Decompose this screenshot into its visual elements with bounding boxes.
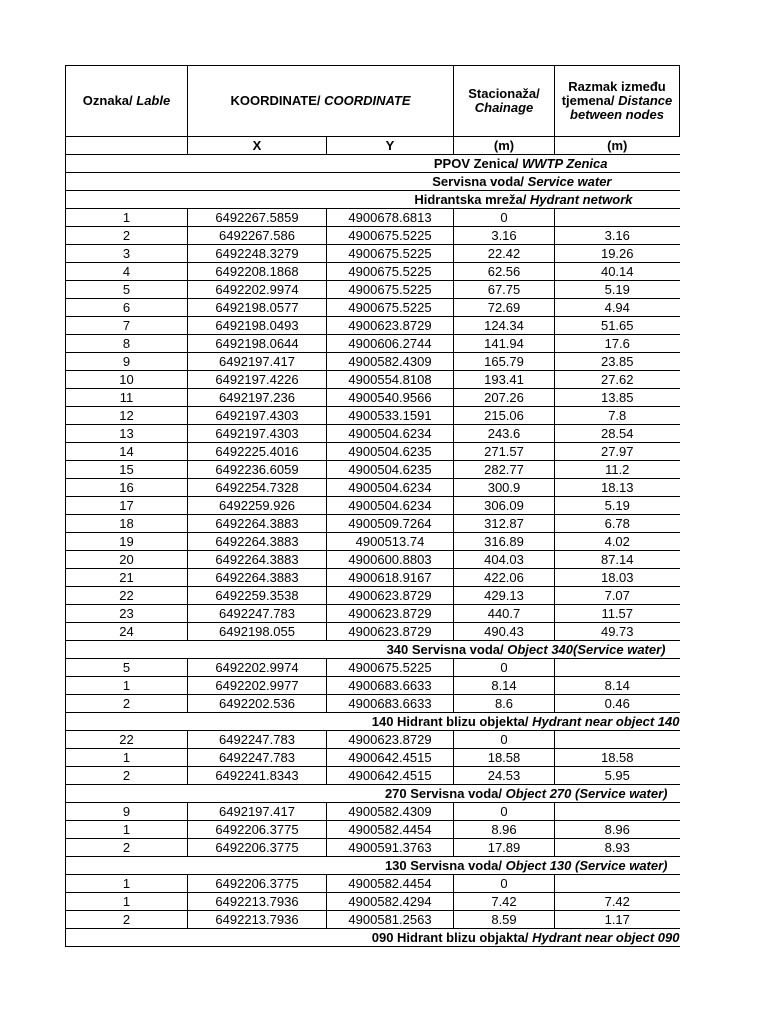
table-row xyxy=(66,623,680,641)
cell-distance: 51.65 xyxy=(555,317,680,335)
header-row xyxy=(66,66,680,137)
cell-label: 6 xyxy=(66,299,188,317)
cell-x: 6492264.3883 xyxy=(188,515,327,533)
cell-label: 12 xyxy=(66,407,188,425)
cell-distance xyxy=(555,875,680,893)
table-row xyxy=(66,245,680,263)
cell-x: 6492197.4226 xyxy=(188,371,327,389)
cell-chainage: 215.06 xyxy=(454,407,555,425)
cell-distance: 5.19 xyxy=(555,281,680,299)
cell-chainage: 0 xyxy=(454,659,555,677)
table-row xyxy=(66,317,680,335)
table-row xyxy=(66,227,680,245)
units-x: X xyxy=(188,137,327,155)
cell-y: 4900618.9167 xyxy=(327,569,454,587)
cell-chainage: 243.6 xyxy=(454,425,555,443)
cell-distance: 13.85 xyxy=(555,389,680,407)
cell-label: 5 xyxy=(66,659,188,677)
cell-distance: 40.14 xyxy=(555,263,680,281)
cell-y: 4900582.4294 xyxy=(327,893,454,911)
cell-distance xyxy=(555,803,680,821)
cell-y: 4900540.9566 xyxy=(327,389,454,407)
cell-y: 4900504.6234 xyxy=(327,479,454,497)
cell-x: 6492202.9974 xyxy=(188,281,327,299)
cell-label: 9 xyxy=(66,803,188,821)
cell-y: 4900683.6633 xyxy=(327,695,454,713)
cell-label: 15 xyxy=(66,461,188,479)
table-row xyxy=(66,443,680,461)
table-row xyxy=(66,209,680,227)
table-row xyxy=(66,821,680,839)
cell-chainage: 17.89 xyxy=(454,839,555,857)
cell-y: 4900675.5225 xyxy=(327,299,454,317)
header-chainage: Stacionaža/ Chainage xyxy=(454,66,555,137)
cell-distance: 0.46 xyxy=(555,695,680,713)
cell-label: 19 xyxy=(66,533,188,551)
section-heading-row xyxy=(66,191,680,209)
cell-x: 6492247.783 xyxy=(188,749,327,767)
cell-x: 6492206.3775 xyxy=(188,839,327,857)
cell-distance: 18.58 xyxy=(555,749,680,767)
cell-chainage: 0 xyxy=(454,875,555,893)
table-row xyxy=(66,731,680,749)
cell-x: 6492248.3279 xyxy=(188,245,327,263)
cell-x: 6492202.9977 xyxy=(188,677,327,695)
table-row xyxy=(66,335,680,353)
section-heading: 340 Servisna voda/ Object 340(Service water) xyxy=(66,641,680,659)
cell-distance: 7.8 xyxy=(555,407,680,425)
cell-label: 2 xyxy=(66,695,188,713)
table-row xyxy=(66,497,680,515)
cell-x: 6492259.3538 xyxy=(188,587,327,605)
cell-y: 4900504.6234 xyxy=(327,425,454,443)
cell-y: 4900582.4309 xyxy=(327,353,454,371)
table-row xyxy=(66,389,680,407)
cell-label: 17 xyxy=(66,497,188,515)
cell-label: 1 xyxy=(66,677,188,695)
cell-x: 6492197.417 xyxy=(188,353,327,371)
coordinate-table-sheet xyxy=(65,65,679,947)
cell-y: 4900675.5225 xyxy=(327,659,454,677)
table-row xyxy=(66,461,680,479)
cell-y: 4900582.4309 xyxy=(327,803,454,821)
cell-x: 6492247.783 xyxy=(188,605,327,623)
section-heading-row xyxy=(66,713,680,731)
cell-chainage: 8.59 xyxy=(454,911,555,929)
section-heading-row xyxy=(66,785,680,803)
cell-label: 4 xyxy=(66,263,188,281)
units-label-cell xyxy=(66,137,188,155)
cell-y: 4900600.8803 xyxy=(327,551,454,569)
cell-chainage: 0 xyxy=(454,803,555,821)
section-heading: 140 Hidrant blizu objekta/ Hydrant near object 140 xyxy=(66,713,680,731)
cell-chainage: 282.77 xyxy=(454,461,555,479)
cell-label: 1 xyxy=(66,821,188,839)
cell-distance: 17.6 xyxy=(555,335,680,353)
cell-x: 6492198.0577 xyxy=(188,299,327,317)
cell-chainage: 141.94 xyxy=(454,335,555,353)
table-row xyxy=(66,299,680,317)
cell-x: 6492198.0493 xyxy=(188,317,327,335)
table-row xyxy=(66,605,680,623)
cell-y: 4900504.6234 xyxy=(327,497,454,515)
table-row xyxy=(66,533,680,551)
cell-x: 6492264.3883 xyxy=(188,533,327,551)
cell-y: 4900623.8729 xyxy=(327,605,454,623)
cell-chainage: 490.43 xyxy=(454,623,555,641)
section-heading: 130 Servisna voda/ Object 130 (Service water) xyxy=(66,857,680,875)
cell-distance: 49.73 xyxy=(555,623,680,641)
table-row xyxy=(66,803,680,821)
cell-y: 4900678.6813 xyxy=(327,209,454,227)
cell-x: 6492264.3883 xyxy=(188,551,327,569)
cell-label: 22 xyxy=(66,587,188,605)
cell-label: 10 xyxy=(66,371,188,389)
cell-label: 18 xyxy=(66,515,188,533)
cell-distance: 28.54 xyxy=(555,425,680,443)
cell-distance: 11.57 xyxy=(555,605,680,623)
cell-x: 6492202.9974 xyxy=(188,659,327,677)
table-row xyxy=(66,479,680,497)
cell-chainage: 404.03 xyxy=(454,551,555,569)
table-row xyxy=(66,425,680,443)
cell-distance: 87.14 xyxy=(555,551,680,569)
cell-y: 4900675.5225 xyxy=(327,245,454,263)
cell-y: 4900675.5225 xyxy=(327,281,454,299)
cell-y: 4900606.2744 xyxy=(327,335,454,353)
table-row xyxy=(66,515,680,533)
cell-label: 1 xyxy=(66,875,188,893)
cell-chainage: 62.56 xyxy=(454,263,555,281)
cell-y: 4900623.8729 xyxy=(327,623,454,641)
cell-x: 6492202.536 xyxy=(188,695,327,713)
cell-distance: 5.19 xyxy=(555,497,680,515)
table-row xyxy=(66,587,680,605)
cell-y: 4900642.4515 xyxy=(327,767,454,785)
cell-chainage: 18.58 xyxy=(454,749,555,767)
cell-distance: 27.62 xyxy=(555,371,680,389)
cell-distance xyxy=(555,209,680,227)
table-row xyxy=(66,659,680,677)
cell-distance: 19.26 xyxy=(555,245,680,263)
cell-x: 6492267.5859 xyxy=(188,209,327,227)
cell-y: 4900504.6235 xyxy=(327,461,454,479)
cell-label: 3 xyxy=(66,245,188,263)
cell-chainage: 8.14 xyxy=(454,677,555,695)
header-label: Oznaka/ Lable xyxy=(66,66,188,137)
coordinate-table xyxy=(65,65,680,947)
cell-chainage: 300.9 xyxy=(454,479,555,497)
cell-label: 2 xyxy=(66,911,188,929)
cell-chainage: 22.42 xyxy=(454,245,555,263)
cell-distance: 11.2 xyxy=(555,461,680,479)
cell-x: 6492254.7328 xyxy=(188,479,327,497)
section-heading-row xyxy=(66,155,680,173)
cell-y: 4900623.8729 xyxy=(327,587,454,605)
cell-label: 14 xyxy=(66,443,188,461)
cell-y: 4900623.8729 xyxy=(327,317,454,335)
cell-y: 4900642.4515 xyxy=(327,749,454,767)
cell-distance: 7.07 xyxy=(555,587,680,605)
cell-x: 6492267.586 xyxy=(188,227,327,245)
table-row xyxy=(66,551,680,569)
table-row xyxy=(66,677,680,695)
cell-chainage: 8.96 xyxy=(454,821,555,839)
cell-label: 2 xyxy=(66,767,188,785)
cell-label: 1 xyxy=(66,749,188,767)
cell-x: 6492197.236 xyxy=(188,389,327,407)
cell-chainage: 316.89 xyxy=(454,533,555,551)
table-row xyxy=(66,911,680,929)
cell-chainage: 306.09 xyxy=(454,497,555,515)
cell-x: 6492213.7936 xyxy=(188,893,327,911)
cell-x: 6492241.8343 xyxy=(188,767,327,785)
cell-chainage: 312.87 xyxy=(454,515,555,533)
table-row xyxy=(66,263,680,281)
cell-chainage: 3.16 xyxy=(454,227,555,245)
table-row xyxy=(66,875,680,893)
cell-label: 1 xyxy=(66,893,188,911)
cell-distance: 18.13 xyxy=(555,479,680,497)
cell-label: 2 xyxy=(66,227,188,245)
table-row xyxy=(66,893,680,911)
table-row xyxy=(66,281,680,299)
section-heading-row xyxy=(66,929,680,947)
section-heading: PPOV Zenica/ WWTP Zenica xyxy=(66,155,680,173)
cell-distance: 1.17 xyxy=(555,911,680,929)
cell-distance: 23.85 xyxy=(555,353,680,371)
cell-x: 6492198.0644 xyxy=(188,335,327,353)
cell-chainage: 67.75 xyxy=(454,281,555,299)
cell-chainage: 440.7 xyxy=(454,605,555,623)
cell-x: 6492197.4303 xyxy=(188,425,327,443)
cell-y: 4900582.4454 xyxy=(327,875,454,893)
cell-chainage: 72.69 xyxy=(454,299,555,317)
cell-x: 6492198.055 xyxy=(188,623,327,641)
units-row xyxy=(66,137,680,155)
cell-label: 7 xyxy=(66,317,188,335)
cell-y: 4900509.7264 xyxy=(327,515,454,533)
cell-distance: 3.16 xyxy=(555,227,680,245)
cell-x: 6492197.417 xyxy=(188,803,327,821)
cell-distance: 4.94 xyxy=(555,299,680,317)
cell-x: 6492225.4016 xyxy=(188,443,327,461)
cell-chainage: 429.13 xyxy=(454,587,555,605)
cell-y: 4900582.4454 xyxy=(327,821,454,839)
section-heading: Hidrantska mreža/ Hydrant network xyxy=(66,191,680,209)
cell-x: 6492247.783 xyxy=(188,731,327,749)
cell-distance: 27.97 xyxy=(555,443,680,461)
cell-label: 5 xyxy=(66,281,188,299)
cell-distance: 8.14 xyxy=(555,677,680,695)
cell-x: 6492197.4303 xyxy=(188,407,327,425)
cell-label: 24 xyxy=(66,623,188,641)
cell-label: 16 xyxy=(66,479,188,497)
cell-label: 1 xyxy=(66,209,188,227)
cell-label: 13 xyxy=(66,425,188,443)
cell-chainage: 24.53 xyxy=(454,767,555,785)
cell-y: 4900683.6633 xyxy=(327,677,454,695)
cell-distance: 8.93 xyxy=(555,839,680,857)
cell-label: 8 xyxy=(66,335,188,353)
cell-distance: 5.95 xyxy=(555,767,680,785)
table-row xyxy=(66,569,680,587)
cell-label: 21 xyxy=(66,569,188,587)
cell-label: 9 xyxy=(66,353,188,371)
cell-chainage: 8.6 xyxy=(454,695,555,713)
units-y: Y xyxy=(327,137,454,155)
section-heading-row xyxy=(66,641,680,659)
cell-y: 4900533.1591 xyxy=(327,407,454,425)
section-heading-row xyxy=(66,173,680,191)
units-chainage: (m) xyxy=(454,137,555,155)
header-coordinate: KOORDINATE/ COORDINATE xyxy=(188,66,454,137)
cell-chainage: 165.79 xyxy=(454,353,555,371)
cell-x: 6492236.6059 xyxy=(188,461,327,479)
cell-distance: 4.02 xyxy=(555,533,680,551)
cell-chainage: 124.34 xyxy=(454,317,555,335)
cell-x: 6492264.3883 xyxy=(188,569,327,587)
cell-y: 4900513.74 xyxy=(327,533,454,551)
cell-label: 11 xyxy=(66,389,188,407)
cell-label: 20 xyxy=(66,551,188,569)
table-row xyxy=(66,371,680,389)
table-row xyxy=(66,407,680,425)
cell-distance xyxy=(555,659,680,677)
cell-distance: 18.03 xyxy=(555,569,680,587)
cell-y: 4900581.2563 xyxy=(327,911,454,929)
section-heading: Servisna voda/ Service water xyxy=(66,173,680,191)
cell-y: 4900591.3763 xyxy=(327,839,454,857)
cell-x: 6492259.926 xyxy=(188,497,327,515)
cell-chainage: 0 xyxy=(454,209,555,227)
cell-y: 4900623.8729 xyxy=(327,731,454,749)
table-row xyxy=(66,353,680,371)
cell-distance: 7.42 xyxy=(555,893,680,911)
cell-chainage: 193.41 xyxy=(454,371,555,389)
table-row xyxy=(66,695,680,713)
cell-x: 6492213.7936 xyxy=(188,911,327,929)
section-heading: 090 Hidrant blizu objakta/ Hydrant near object 090 xyxy=(66,929,680,947)
cell-label: 22 xyxy=(66,731,188,749)
cell-distance: 6.78 xyxy=(555,515,680,533)
cell-chainage: 207.26 xyxy=(454,389,555,407)
cell-distance xyxy=(555,731,680,749)
cell-chainage: 0 xyxy=(454,731,555,749)
cell-x: 6492206.3775 xyxy=(188,821,327,839)
table-row xyxy=(66,767,680,785)
cell-y: 4900554.8108 xyxy=(327,371,454,389)
table-row xyxy=(66,839,680,857)
cell-y: 4900675.5225 xyxy=(327,263,454,281)
cell-label: 23 xyxy=(66,605,188,623)
section-heading-row xyxy=(66,857,680,875)
section-heading: 270 Servisna voda/ Object 270 (Service water) xyxy=(66,785,680,803)
header-distance: Razmak između tjemena/ Distance between nodes xyxy=(555,66,680,137)
cell-chainage: 422.06 xyxy=(454,569,555,587)
cell-y: 4900675.5225 xyxy=(327,227,454,245)
table-row xyxy=(66,749,680,767)
cell-x: 6492206.3775 xyxy=(188,875,327,893)
cell-label: 2 xyxy=(66,839,188,857)
cell-chainage: 7.42 xyxy=(454,893,555,911)
units-distance: (m) xyxy=(555,137,680,155)
cell-y: 4900504.6235 xyxy=(327,443,454,461)
cell-x: 6492208.1868 xyxy=(188,263,327,281)
cell-distance: 8.96 xyxy=(555,821,680,839)
cell-chainage: 271.57 xyxy=(454,443,555,461)
